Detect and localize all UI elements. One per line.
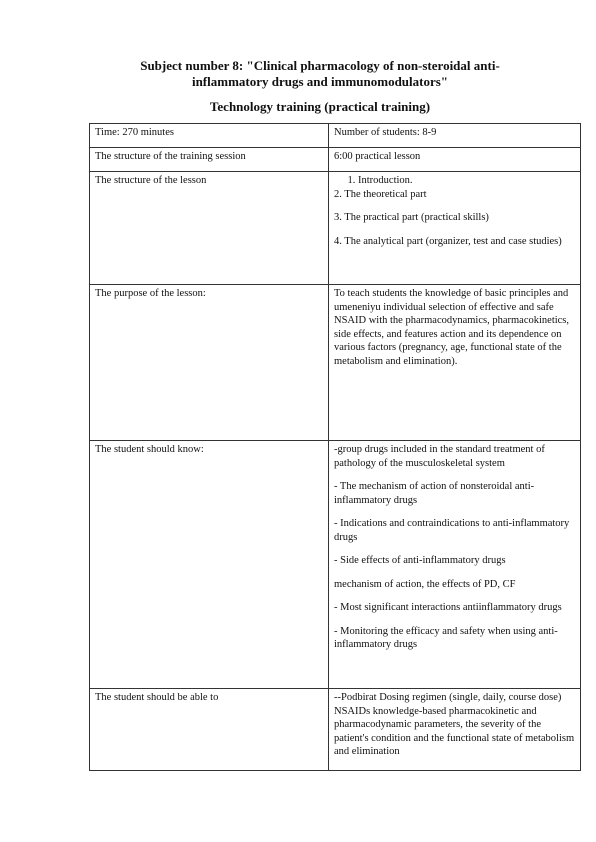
know-point-1: -group drugs included in the standard treatment of pathology of the musculoskeletal system [334, 444, 545, 469]
page-subtitle: Technology training (practical training) [209, 99, 431, 114]
page-title [90, 58, 550, 90]
able-label-cell: The student should be able to [90, 689, 329, 771]
able-value-cell: --Podbirat Dosing regimen (single, daily, course dose) NSAIDs knowledge-based pharmacokinetic and pharmacodynamic parameters, the severity of the patient's condition and the functional state of metabolism and elimination [329, 689, 581, 771]
know-point-4: - Side effects of anti-inflammatory drugs [334, 555, 506, 566]
lesson-structure-cell [329, 172, 581, 285]
table-row-purpose [90, 285, 581, 441]
title-line-1: Subject number 8: "Clinical pharmacology of non-steroidal anti- [140, 58, 500, 73]
know-point-6: - Most significant interactions antiinflammatory drugs [334, 602, 562, 613]
lesson-label-cell: The structure of the lesson [90, 172, 329, 285]
know-point-5: mechanism of action, the effects of PD, CF [334, 578, 516, 590]
session-value-cell: 6:00 practical lesson [329, 148, 581, 172]
lesson-item-4: 4. The analytical part (organizer, test and case studies) [334, 235, 562, 247]
time-cell: Time: 270 minutes [90, 124, 329, 148]
know-label-cell: The student should know: [90, 441, 329, 689]
table-row-lesson [90, 172, 581, 285]
table-row-able [90, 689, 581, 771]
lesson-item-2: 2. The theoretical part [334, 188, 427, 200]
table-row-know [90, 441, 581, 689]
title-line-2: inflammatory drugs and immunomodulators" [191, 74, 449, 89]
know-point-3: - Indications and contraindications to anti-inflammatory drugs [334, 518, 570, 543]
know-value-cell [329, 441, 581, 689]
know-point-7: - Monitoring the efficacy and safety when using anti-inflammatory drugs [334, 625, 558, 650]
students-cell: Number of students: 8-9 [329, 124, 581, 148]
table-row-session [90, 148, 581, 172]
know-point-2: - The mechanism of action of nonsteroidal anti-inflammatory drugs [334, 481, 535, 506]
lesson-table [89, 123, 581, 771]
purpose-label-cell: The purpose of the lesson: [90, 285, 329, 441]
purpose-value-cell: To teach students the knowledge of basic principles and umeneniyu individual selection of effective and safe NSAID with the pharmacodynamics, pharmacokinetics, side effects, and features action and its dependence on various factors (pregnancy, age, functional state of the metabolism and elimination). [329, 285, 581, 441]
session-label-cell: The structure of the training session [90, 148, 329, 172]
table-row-time [90, 124, 581, 148]
lesson-item-1: 1. Introduction. [358, 174, 575, 188]
lesson-item-3: 3. The practical part (practical skills) [334, 212, 489, 223]
